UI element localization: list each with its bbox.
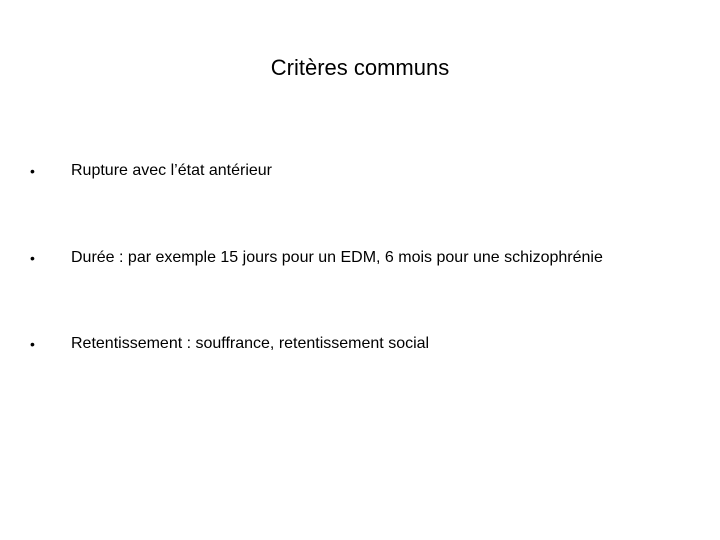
bullet-dot-icon: • [30, 163, 35, 179]
bullet-text: Durée : par exemple 15 jours pour un EDM, 6 mois pour une schizophrénie [71, 249, 603, 266]
bullet-text: Rupture avec l’état antérieur [71, 162, 272, 179]
bullet-dot-icon: • [30, 250, 35, 266]
bullet-dot-icon: • [30, 336, 35, 352]
slide-title: Critères communs [270, 55, 450, 80]
bullet-text: Retentissement : souffrance, retentissement social [71, 335, 430, 352]
